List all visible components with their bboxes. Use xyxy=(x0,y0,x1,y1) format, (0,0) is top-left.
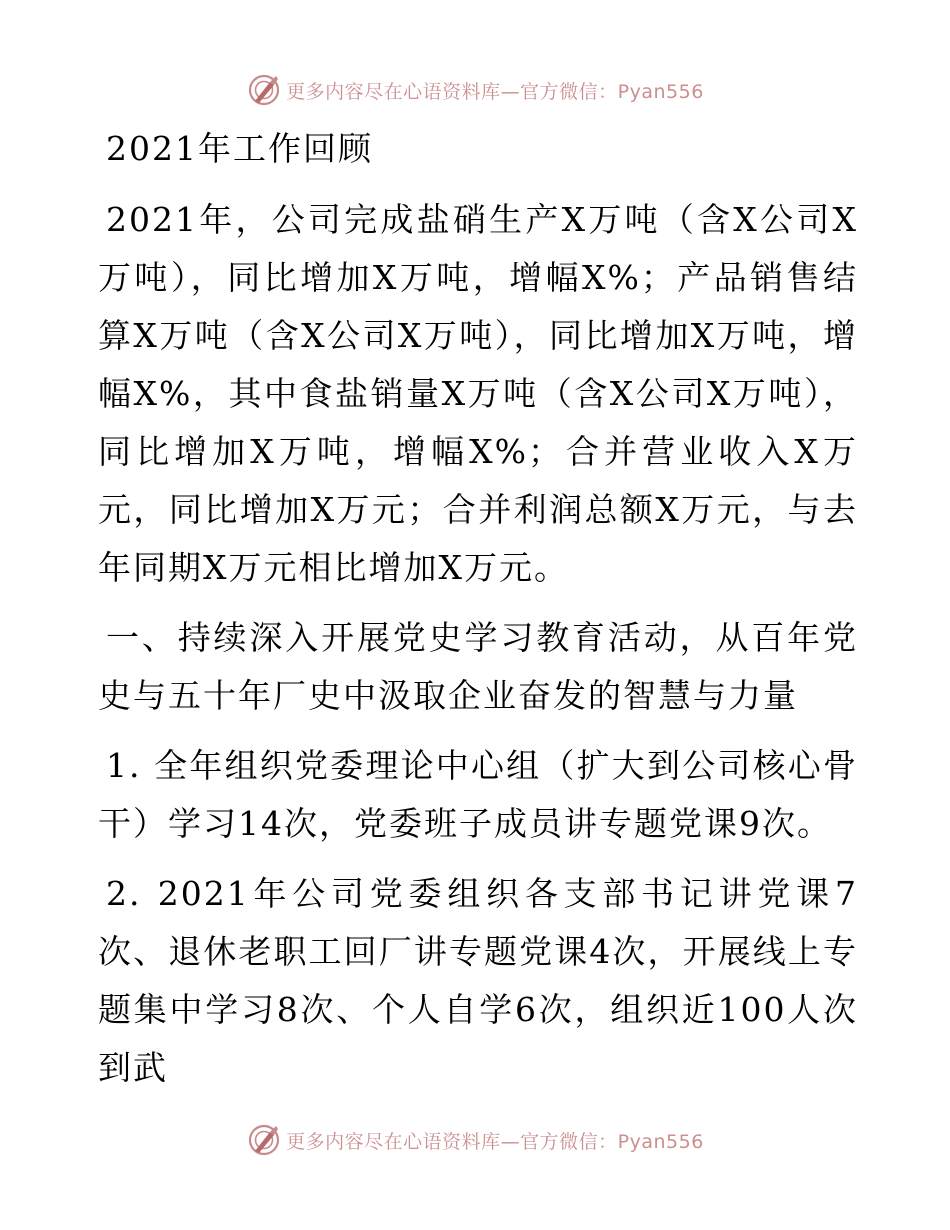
watermark-text: 更多内容尽在心语资料库—官方微信：Pyan556 xyxy=(286,1130,704,1153)
list-item-1: 1. 全年组织党委理论中心组（扩大到公司核心骨干）学习14次，党委班子成员讲专题党课9次。 xyxy=(98,746,858,843)
watermark-footer xyxy=(0,1120,950,1160)
watermark-text: 更多内容尽在心语资料库—官方微信：Pyan556 xyxy=(286,80,704,103)
watermark-header xyxy=(0,70,950,110)
document-body xyxy=(98,120,858,1097)
section-heading-1: 一、持续深入开展党史学习教育活动，从百年党史与五十年厂史中汲取企业奋发的智慧与力量 xyxy=(98,618,858,715)
pen-seal-icon xyxy=(246,72,282,108)
pen-seal-icon xyxy=(246,1122,282,1158)
list-item-2: 2. 2021年公司党委组织各支部书记讲党课7次、退休老职工回厂讲专题党课4次，开展线上专题集中学习8次、个人自学6次，组织近100人次到武 xyxy=(98,874,858,1087)
page-title: 2021年工作回顾 xyxy=(106,129,373,168)
paragraph-summary: 2021年，公司完成盐硝生产X万吨（含X公司X万吨），同比增加X万吨，增幅X%；产品销售结算X万吨（含X公司X万吨），同比增加X万吨，增幅X%，其中食盐销量X万吨（含X公司X万吨），同比增加X万吨，增幅X%；合并营业收入X万元，同比增加X万元；合并利润总额X万元，与去年同期X万元相比增加X万元。 xyxy=(98,200,858,587)
